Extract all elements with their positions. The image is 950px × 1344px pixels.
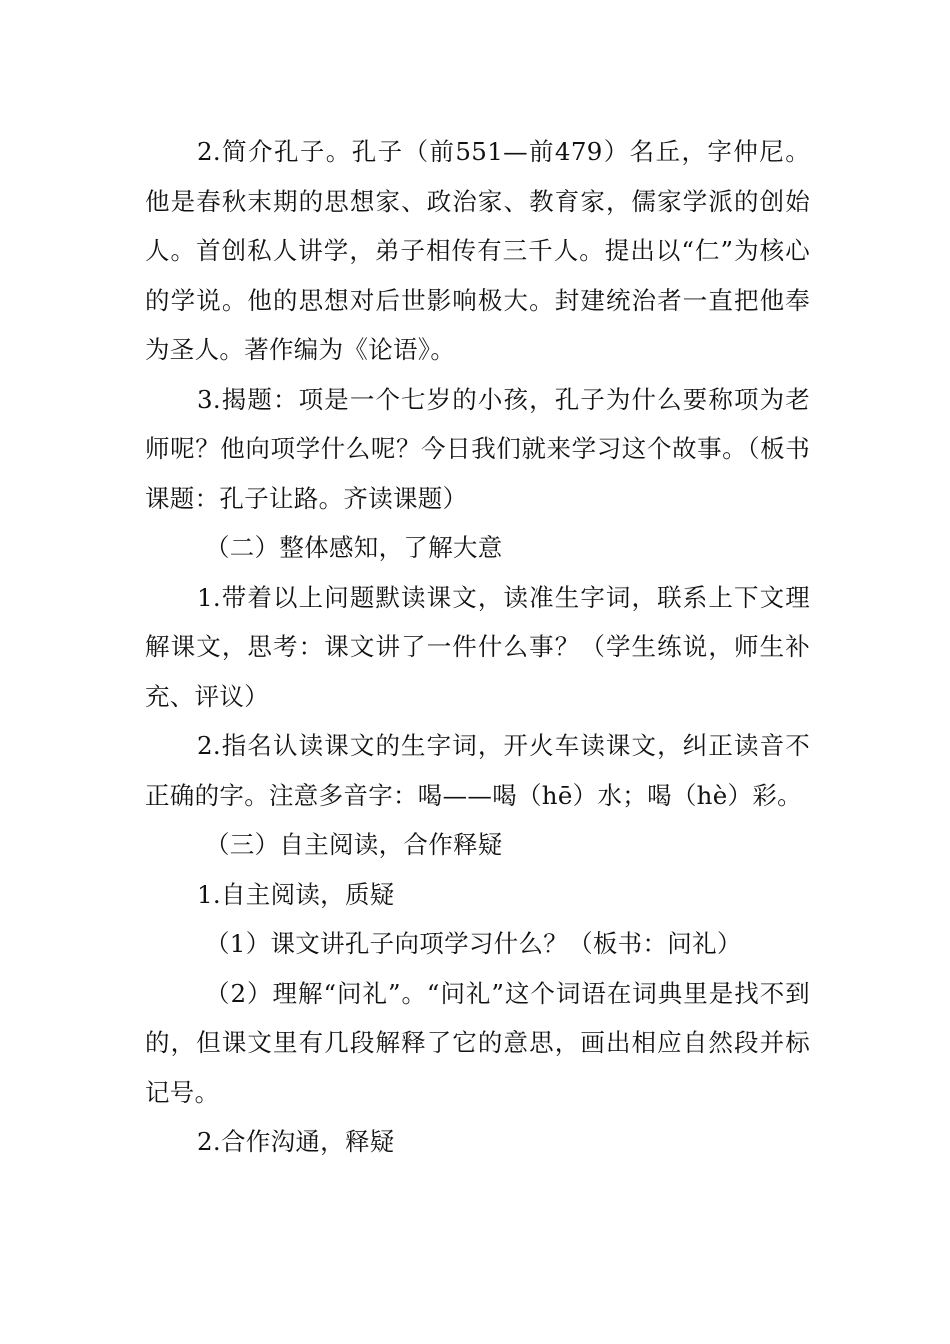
section-heading-overall-perception: （二）整体感知，了解大意 — [205, 533, 503, 562]
paragraph-word-reading: 2.指名认读课文的生字词，开火车读课文，纠正读音不正确的字。注意多音字：喝——喝（hē）水；喝（hè）彩。 — [145, 731, 810, 810]
paragraph-self-reading-question: 1.自主阅读，质疑 — [197, 879, 395, 909]
paragraph-question-2: （2）理解“问礼”。“问礼”这个词语在词典里是找不到的，但课文里有几段解释了它的意思，画出相应自然段并标记号。 — [145, 978, 810, 1107]
document-body — [145, 127, 810, 1167]
paragraph-cooperative-discussion: 2.合作沟通，释疑 — [197, 1127, 395, 1156]
paragraph-reveal-topic: 3.揭题：项是一个七岁的小孩，孔子为什么要称项为老师呢？他向项学什么呢？今日我们就来学习这个故事。（板书课题：孔子让路。齐读课题） — [145, 384, 810, 513]
paragraph-confucius-intro: 2.简介孔子。孔子（前551—前479）名丘，字仲尼。他是春秋末期的思想家、政治家、教育家，儒家学派的创始人。首创私人讲学，弟子相传有三千人。提出以“仁”为核心的学说。他的思想对后世影响极大。封建统治者一直把他奉为圣人。著作编为《论语》。 — [145, 137, 810, 364]
section-heading-independent-reading: （三）自主阅读，合作释疑 — [205, 830, 503, 859]
paragraph-silent-reading: 1.带着以上问题默读课文，读准生字词，联系上下文理解课文，思考：课文讲了一件什么事？（学生练说，师生补充、评议） — [145, 582, 810, 711]
paragraph-question-1: （1）课文讲孔子向项学习什么？（板书：问礼） — [205, 929, 742, 958]
